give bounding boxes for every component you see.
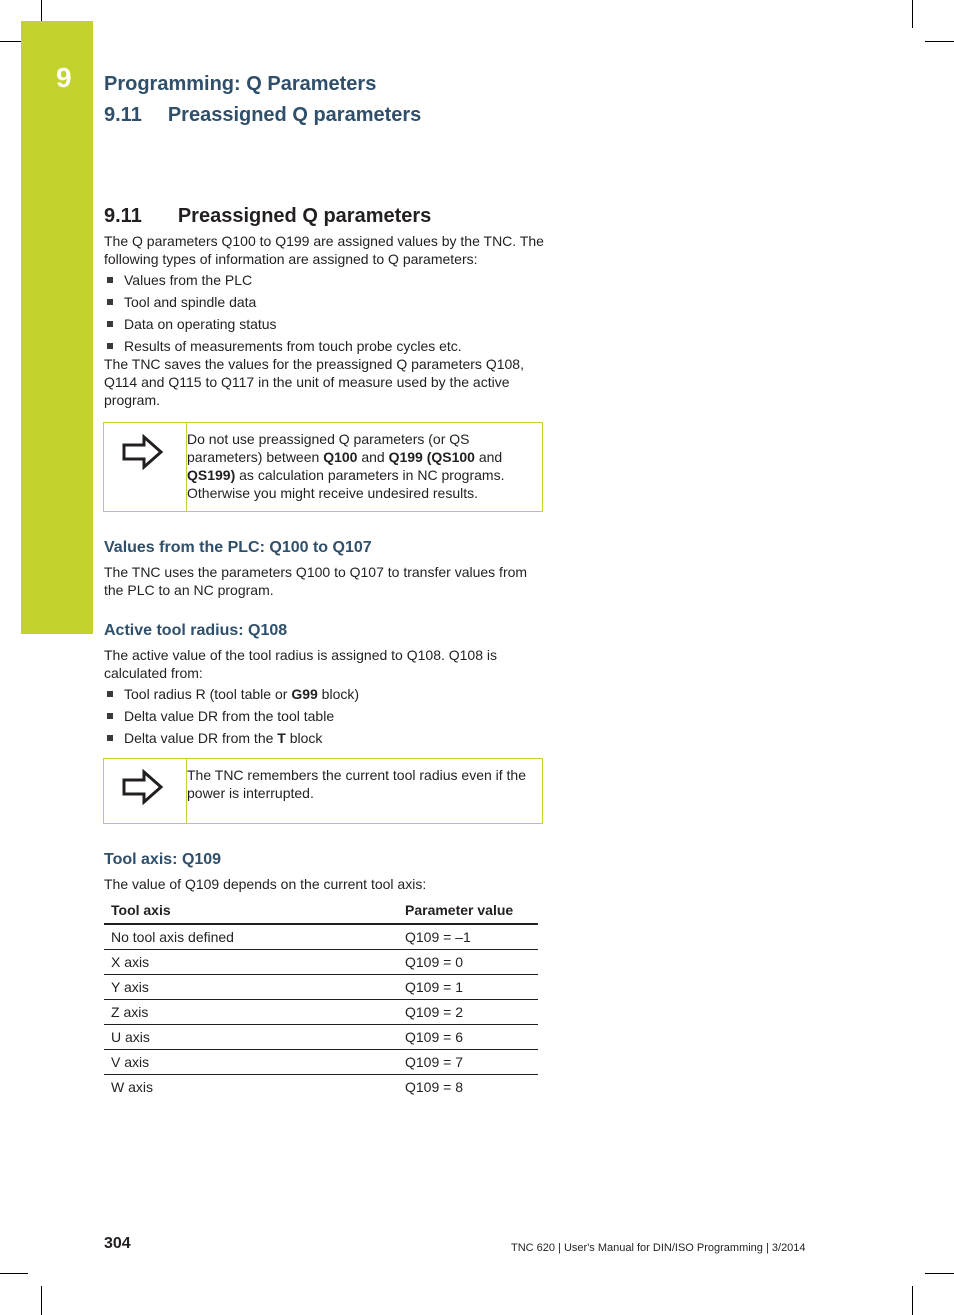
table-cell: Q109 = 7 <box>398 1050 538 1075</box>
tool-axis-paragraph: The value of Q109 depends on the current tool axis: <box>104 876 427 892</box>
column-header: Parameter value <box>398 899 538 924</box>
tool-axis-table <box>104 899 538 1099</box>
section-number: 9.11 <box>104 205 142 227</box>
table-cell: U axis <box>104 1025 398 1050</box>
list-item: Delta value DR from the T block <box>104 729 544 747</box>
arrow-right-icon <box>122 769 164 805</box>
table-cell: Q109 = –1 <box>398 924 538 950</box>
table-cell: W axis <box>111 1078 153 1095</box>
running-section-title: Preassigned Q parameters <box>167 104 422 126</box>
note-icon-cell <box>104 759 187 823</box>
note-text: The TNC remembers the current tool radius even if the power is interrupted. <box>187 767 527 801</box>
table-cell: Q109 = 2 <box>398 1000 538 1025</box>
table-row <box>104 1000 538 1025</box>
page-number: 304 <box>104 1235 131 1252</box>
tool-axis-heading: Tool axis: Q109 <box>104 851 222 868</box>
crop-mark <box>925 41 954 42</box>
tool-axis-section <box>104 851 540 1099</box>
chapter-tab <box>21 21 93 634</box>
table-row <box>104 1075 538 1100</box>
chapter-number: 9 <box>56 62 72 93</box>
table-cell: X axis <box>104 950 398 975</box>
list-item: Values from the PLC <box>104 271 544 289</box>
plc-heading: Values from the PLC: Q100 to Q107 <box>104 539 372 556</box>
section-heading <box>104 205 544 228</box>
note-icon-cell <box>104 423 187 511</box>
chapter-title: Programming: Q Parameters <box>104 73 377 95</box>
crop-mark <box>912 0 913 28</box>
arrow-right-icon <box>122 434 164 470</box>
table-cell: Z axis <box>104 1000 398 1025</box>
table-cell: Q109 = 6 <box>398 1025 538 1050</box>
table-row <box>104 924 538 950</box>
plc-section <box>104 539 544 599</box>
table-cell: V axis <box>104 1050 398 1075</box>
units-paragraph: The TNC saves the values for the preassigned Q parameters Q108, Q114 and Q115 to Q117 in the unit of measure used by the active program. <box>104 356 524 408</box>
list-item: Delta value DR from the tool table <box>104 707 544 725</box>
table-cell: Q109 = 8 <box>405 1078 463 1095</box>
crop-mark <box>41 0 42 21</box>
column-header: Tool axis <box>104 899 398 924</box>
table-cell: Y axis <box>104 975 398 1000</box>
radius-paragraph: The active value of the tool radius is assigned to Q108. Q108 is calculated from: <box>104 647 498 681</box>
list-item: Tool and spindle data <box>104 293 544 311</box>
table-row <box>104 1050 538 1075</box>
table-row <box>104 975 538 1000</box>
table-row <box>104 950 538 975</box>
table-header-row <box>104 899 538 924</box>
radius-section <box>104 622 544 751</box>
radius-list <box>104 685 544 747</box>
table-row <box>104 1025 538 1050</box>
crop-mark <box>41 1286 42 1315</box>
list-item: Data on operating status <box>104 315 544 333</box>
crop-mark <box>0 41 21 42</box>
note-box-warning <box>103 422 543 512</box>
plc-paragraph: The TNC uses the parameters Q100 to Q107 to transfer values from the PLC to an NC program. <box>104 564 528 598</box>
info-types-list <box>104 271 544 355</box>
table-cell: Q109 = 0 <box>398 950 538 975</box>
running-section-number: 9.11 <box>104 104 142 126</box>
list-item: Results of measurements from touch probe cycles etc. <box>104 337 544 355</box>
table-cell: Q109 = 1 <box>398 975 538 1000</box>
intro-paragraph: The Q parameters Q100 to Q199 are assigned values by the TNC. The following types of information are assigned to Q parameters: <box>104 233 544 267</box>
footer-text: TNC 620 | User's Manual for DIN/ISO Programming | 3/2014 <box>511 1242 806 1254</box>
note-box-info <box>103 758 543 824</box>
running-section-header <box>104 104 421 127</box>
crop-mark <box>925 1273 954 1274</box>
table-cell: No tool axis defined <box>104 924 398 950</box>
radius-heading: Active tool radius: Q108 <box>104 622 288 639</box>
crop-mark <box>912 1286 913 1315</box>
main-content <box>104 205 544 409</box>
crop-mark <box>0 1273 28 1274</box>
note-text: Do not use preassigned Q parameters (or QS parameters) between Q100 and Q199 (QS100 and QS199) as calculation parameters in NC programs. Otherwise you might receive undesired results. <box>187 431 505 501</box>
list-item: Tool radius R (tool table or G99 block) <box>104 685 544 703</box>
section-title: Preassigned Q parameters <box>177 205 432 227</box>
